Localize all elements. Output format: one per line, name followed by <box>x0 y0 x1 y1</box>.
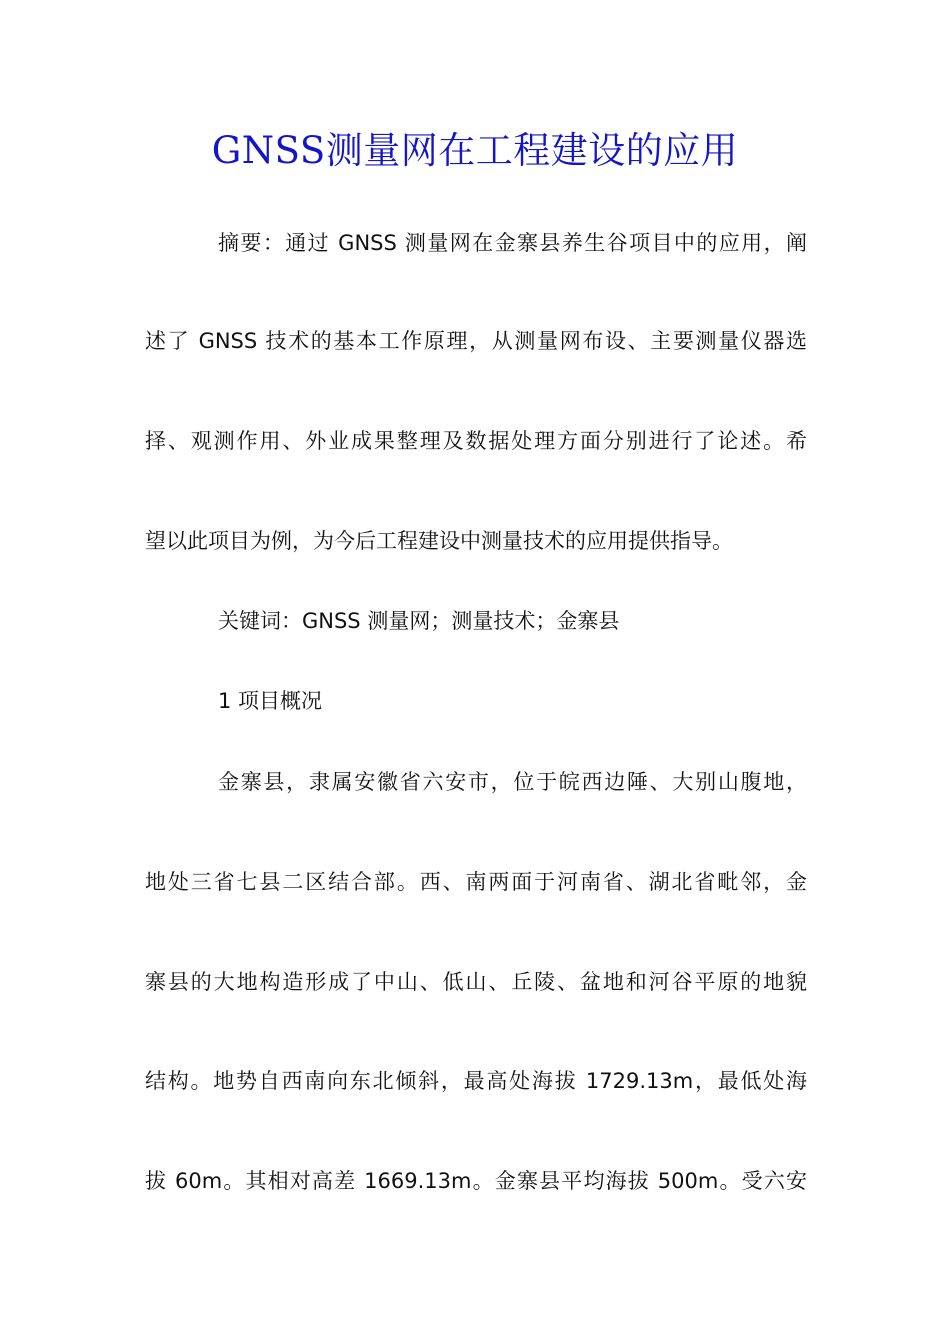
document-title: GNSS测量网在工程建设的应用 <box>211 129 739 172</box>
section-1-line-3: 寨县的大地构造形成了中山、低山、丘陵、盆地和河谷平原的地貌 <box>145 970 807 994</box>
abstract-line-3: 择、观测作用、外业成果整理及数据处理方面分别进行了论述。希 <box>145 429 807 453</box>
abstract-line-1: 摘要：通过 GNSS 测量网在金寨县养生谷项目中的应用，阐 <box>218 231 807 255</box>
section-1-line-1: 金寨县，隶属安徽省六安市，位于皖西边陲、大别山腹地， <box>218 770 807 794</box>
section-1-line-4: 结构。地势自西南向东北倾斜，最高处海拔 1729.13m，最低处海 <box>145 1069 807 1093</box>
abstract-line-4: 望以此项目为例，为今后工程建设中测量技术的应用提供指导。 <box>145 529 733 553</box>
abstract-line-2: 述了 GNSS 技术的基本工作原理，从测量网布设、主要测量仪器选 <box>145 329 807 353</box>
section-1-line-2: 地处三省七县二区结合部。西、南两面于河南省、湖北省毗邻，金 <box>145 870 807 894</box>
section-1-heading: 1 项目概况 <box>218 689 323 713</box>
section-1-line-5: 拔 60m。其相对高差 1669.13m。金寨县平均海拔 500m。受六安 <box>145 1169 807 1193</box>
keywords-line: 关键词：GNSS 测量网；测量技术；金寨县 <box>218 609 620 633</box>
